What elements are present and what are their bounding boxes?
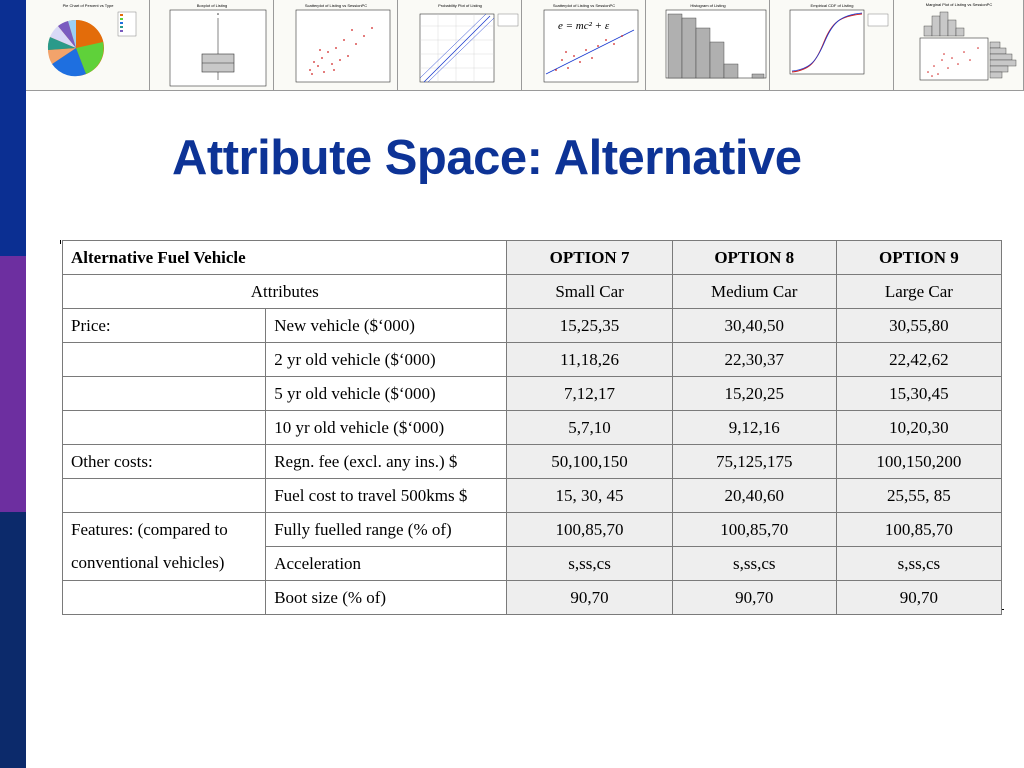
side-bar-purple-segment [0,256,26,512]
attribute-cell: Fully fuelled range (% of) [266,513,507,547]
table-row [63,581,1002,615]
value-cell-option-7: 5,7,10 [507,411,672,445]
table-row [63,479,1002,513]
value-cell-option-9: 100,85,70 [836,513,1001,547]
pie-chart-thumbnail [26,0,150,90]
group-cell: Price: [63,309,266,343]
value-cell-option-7: s,ss,cs [507,547,672,581]
attribute-table [62,240,1002,615]
attribute-cell: Regn. fee (excl. any ins.) $ [266,445,507,479]
option-8-vehicle: Medium Car [672,275,836,309]
regression-scatter-thumbnail [522,0,646,90]
value-cell-option-8: 9,12,16 [672,411,836,445]
attribute-cell: 5 yr old vehicle ($‘000) [266,377,507,411]
group-cell: Other costs: [63,445,266,479]
pie-thumb-title: Pie Chart of Percent vs Type [62,3,114,8]
value-cell-option-7: 7,12,17 [507,377,672,411]
option-8-header: OPTION 8 [672,241,836,275]
table-row [63,445,1002,479]
table-row [63,547,1002,581]
value-cell-option-7: 15, 30, 45 [507,479,672,513]
scatterplot-thumbnail [274,0,398,90]
side-bar-navy-segment [0,512,26,768]
value-cell-option-7: 15,25,35 [507,309,672,343]
value-cell-option-9: 10,20,30 [836,411,1001,445]
option-7-vehicle: Small Car [507,275,672,309]
value-cell-option-8: 100,85,70 [672,513,836,547]
value-cell-option-8: 20,40,60 [672,479,836,513]
attribute-cell: Acceleration [266,547,507,581]
value-cell-option-8: 30,40,50 [672,309,836,343]
value-cell-option-8: 15,20,25 [672,377,836,411]
value-cell-option-7: 100,85,70 [507,513,672,547]
attribute-cell: 10 yr old vehicle ($‘000) [266,411,507,445]
value-cell-option-9: 100,150,200 [836,445,1001,479]
regression-thumb-title: Scatterplot of Listing vs SessionPC [552,3,616,8]
slide-title: Attribute Space: Alternative [172,131,802,185]
table-header-row [63,241,1002,275]
value-cell-option-8: s,ss,cs [672,547,836,581]
option-9-vehicle: Large Car [836,275,1001,309]
boxplot-thumbnail [150,0,274,90]
group-cell [63,411,266,445]
table-subheader-row [63,275,1002,309]
probplot-thumb-title: Probability Plot of Listing [438,3,482,8]
table-row [63,513,1002,547]
value-cell-option-8: 90,70 [672,581,836,615]
attribute-cell: Fuel cost to travel 500kms $ [266,479,507,513]
scatter-thumb-title: Scatterplot of Listing vs SessionPC [304,3,368,8]
table-row [63,377,1002,411]
marginal-thumb-title: Marginal Plot of Listing vs SessionPC [925,2,993,7]
table-row [63,309,1002,343]
cdf-thumb-title: Empirical CDF of Listing [810,3,854,8]
attributes-label-cell: Attributes [63,275,507,309]
formula-text: e = mc² + ε [558,20,610,32]
group-cell [63,343,266,377]
option-7-header: OPTION 7 [507,241,672,275]
group-cell [63,581,266,615]
value-cell-option-8: 75,125,175 [672,445,836,479]
value-cell-option-9: 30,55,80 [836,309,1001,343]
histogram-thumbnail [646,0,770,90]
option-9-header: OPTION 9 [836,241,1001,275]
marginal-plot-thumbnail [894,0,1024,90]
attribute-cell: New vehicle ($‘000) [266,309,507,343]
value-cell-option-9: s,ss,cs [836,547,1001,581]
side-color-bar [0,0,26,768]
value-cell-option-9: 22,42,62 [836,343,1001,377]
value-cell-option-8: 22,30,37 [672,343,836,377]
cdf-plot-thumbnail [770,0,894,90]
table-row [63,343,1002,377]
boxplot-thumb-title: Boxplot of Listing [196,3,228,8]
value-cell-option-7: 11,18,26 [507,343,672,377]
table-corner-mark-top [60,240,61,244]
value-cell-option-7: 50,100,150 [507,445,672,479]
group-cell: conventional vehicles) [63,547,266,581]
attribute-cell: Boot size (% of) [266,581,507,615]
side-bar-blue-segment [0,0,26,256]
value-cell-option-9: 90,70 [836,581,1001,615]
attribute-cell: 2 yr old vehicle ($‘000) [266,343,507,377]
thumbnail-strip [26,0,1024,91]
table-title-cell: Alternative Fuel Vehicle [63,241,507,275]
value-cell-option-9: 25,55, 85 [836,479,1001,513]
group-cell [63,377,266,411]
value-cell-option-7: 90,70 [507,581,672,615]
histogram-thumb-title: Histogram of Listing [690,3,726,8]
table-row [63,411,1002,445]
group-cell [63,479,266,513]
group-cell: Features: (compared to [63,513,266,547]
probability-plot-thumbnail [398,0,522,90]
value-cell-option-9: 15,30,45 [836,377,1001,411]
